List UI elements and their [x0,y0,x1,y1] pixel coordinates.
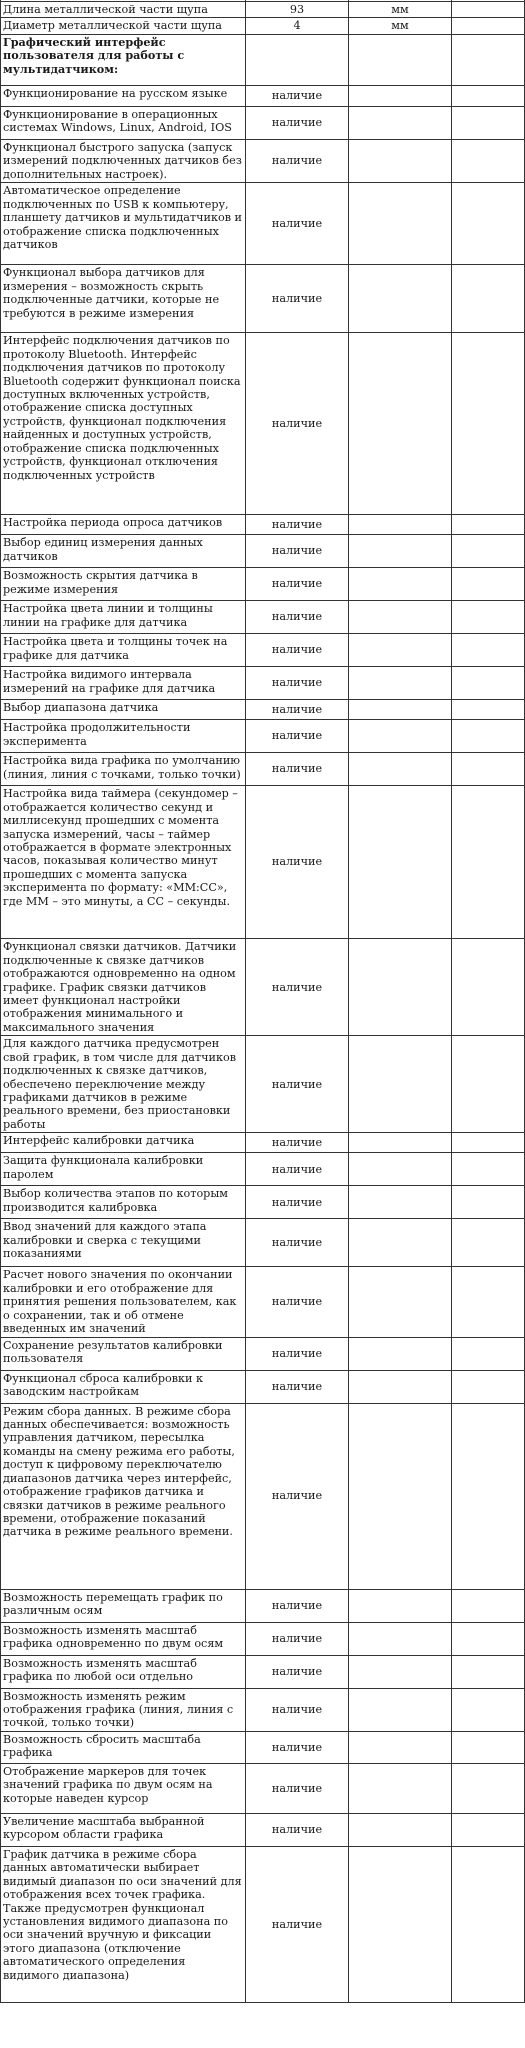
table-row [1,720,525,753]
feature-value: наличие [246,568,349,601]
feature-value: наличие [246,1153,349,1186]
feature-name: Ввод значений для каждого этапа калибровки и сверка с текущими показаниями [1,1219,246,1267]
table-row [1,1133,525,1153]
feature-value: наличие [246,333,349,515]
table-cell [452,1133,525,1153]
table-cell [452,34,525,85]
table-row [1,786,525,939]
table-cell [349,139,452,182]
table-cell [452,667,525,700]
table-cell [349,1153,452,1186]
feature-name: Выбор количества этапов по которым производится калибровка [1,1186,246,1219]
table-cell [452,700,525,720]
table-cell [349,1267,452,1337]
table-cell [452,1622,525,1655]
table-row [1,333,525,515]
table-cell [349,34,452,85]
table-cell [452,1403,525,1589]
table-cell [349,700,452,720]
feature-name: Возможность сбросить масштаба графика [1,1731,246,1763]
table-cell [349,634,452,667]
table-row [1,568,525,601]
parameter-unit: мм [349,18,452,34]
feature-value: наличие [246,601,349,634]
table-cell [452,2,525,18]
table-body [1,0,525,2002]
table-cell [349,333,452,515]
feature-value: наличие [246,85,349,106]
section-header: Графический интерфейс пользователя для работы с мультидатчиком: [1,34,246,85]
table-row [1,1622,525,1655]
table-cell [349,1763,452,1813]
feature-value: наличие [246,1589,349,1622]
table-cell [349,1036,452,1133]
table-row [1,183,525,265]
parameter-name: Диаметр металлической части щупа [1,18,246,34]
table-cell [349,183,452,265]
feature-name: График датчика в режиме сбора данных автоматически выбирает видимый диапазон по оси значений для отображения всех точек графика. Также предусмотрен функционал установления видимого диапазона по оси значений вручную и фиксации этого диапазона (отключение автоматического определения видимого диапазона) [1,1846,246,2002]
table-row [1,2,525,18]
table-cell [349,1846,452,2002]
table-cell [452,85,525,106]
table-cell [452,753,525,786]
section-header-row [1,34,525,85]
parameter-value: 4 [246,18,349,34]
table-cell [452,18,525,34]
feature-name: Возможность изменять масштаб графика одновременно по двум осям [1,1622,246,1655]
table-cell [349,265,452,333]
table-cell [452,939,525,1036]
feature-name: Защита функционала калибровки паролем [1,1153,246,1186]
table-cell [349,601,452,634]
feature-name: Выбор диапазона датчика [1,700,246,720]
table-cell [452,1219,525,1267]
table-cell [452,634,525,667]
feature-name: Настройка цвета линии и толщины линии на графике для датчика [1,601,246,634]
table-cell [349,106,452,139]
feature-name: Возможность изменять режим отображения графика (линия, линия с точкой, только точки) [1,1688,246,1731]
table-cell [452,333,525,515]
table-row [1,139,525,182]
table-cell [452,1731,525,1763]
table-cell [246,34,349,85]
table-cell [452,1036,525,1133]
table-cell [452,515,525,535]
table-cell [349,1186,452,1219]
feature-value: наличие [246,1133,349,1153]
feature-name: Выбор единиц измерения данных датчиков [1,535,246,568]
table-cell [349,1337,452,1370]
feature-value: наличие [246,753,349,786]
table-cell [452,1655,525,1688]
table-cell [349,85,452,106]
table-cell [452,183,525,265]
table-row [1,1655,525,1688]
table-row [1,1763,525,1813]
table-cell [349,1731,452,1763]
table-cell [452,139,525,182]
feature-value: наличие [246,1186,349,1219]
table-row [1,515,525,535]
feature-name: Возможность перемещать график по различным осям [1,1589,246,1622]
table-row [1,753,525,786]
feature-value: наличие [246,634,349,667]
feature-name: Настройка цвета и толщины точек на графике для датчика [1,634,246,667]
table-cell [349,1655,452,1688]
table-row [1,667,525,700]
feature-value: наличие [246,786,349,939]
table-row [1,1731,525,1763]
feature-name: Интерфейс калибровки датчика [1,1133,246,1153]
feature-value: наличие [246,535,349,568]
table-cell [452,1370,525,1403]
table-row [1,601,525,634]
table-cell [452,1153,525,1186]
table-row [1,1186,525,1219]
table-cell [452,1846,525,2002]
feature-value: наличие [246,1219,349,1267]
feature-value: наличие [246,265,349,333]
feature-name: Интерфейс подключения датчиков по протоколу Bluetooth. Интерфейс подключения датчиков по протоколу Bluetooth содержит функционал поиска доступных включенных устройств, отображение списка доступных устройств, функционал подключения найденных и доступных устройств, отображение списка подключенных устройств, функционал отключения подключенных устройств [1,333,246,515]
table-cell [349,1688,452,1731]
parameter-unit: мм [349,2,452,18]
parameter-value: 93 [246,2,349,18]
feature-value: наличие [246,1622,349,1655]
table-cell [349,1813,452,1846]
table-cell [349,1403,452,1589]
table-row [1,18,525,34]
feature-value: наличие [246,1731,349,1763]
table-cell [349,1622,452,1655]
table-cell [452,265,525,333]
table-cell [349,720,452,753]
feature-name: Для каждого датчика предусмотрен свой график, в том числе для датчиков подключенных к связке датчиков, обеспечено переключение между графиками датчиков в режиме реального времени, без приостановки работы [1,1036,246,1133]
table-cell [349,568,452,601]
feature-name: Настройка продолжительности эксперимента [1,720,246,753]
table-cell [349,1219,452,1267]
feature-name: Функционал быстрого запуска (запуск измерений подключенных датчиков без дополнительных настроек). [1,139,246,182]
table-cell [349,1589,452,1622]
table-cell [349,667,452,700]
table-row [1,1219,525,1267]
table-row [1,1153,525,1186]
feature-name: Отображение маркеров для точек значений графика по двум осям на которые наведен курсор [1,1763,246,1813]
feature-name: Функционирование в операционных системах Windows, Linux, Android, IOS [1,106,246,139]
table-cell [452,1589,525,1622]
table-cell [452,1267,525,1337]
table-row [1,634,525,667]
feature-name: Функционал сброса калибровки к заводским настройкам [1,1370,246,1403]
feature-name: Расчет нового значения по окончании калибровки и его отображение для принятия решения пользователем, как о сохранении, так и об отмене введенных им значений [1,1267,246,1337]
table-cell [349,939,452,1036]
parameter-name: Длина металлической части щупа [1,2,246,18]
feature-value: наличие [246,700,349,720]
feature-name: Автоматическое определение подключенных по USB к компьютеру, планшету датчиков и мультидатчиков и отображение списка подключенных датчиков [1,183,246,265]
table-cell [349,786,452,939]
table-row [1,1337,525,1370]
table-row [1,1403,525,1589]
table-cell [452,601,525,634]
feature-value: наличие [246,1688,349,1731]
table-row [1,1813,525,1846]
feature-name: Настройка видимого интервала измерений на графике для датчика [1,667,246,700]
feature-value: наличие [246,515,349,535]
table-cell [452,1337,525,1370]
table-row [1,106,525,139]
table-cell [349,535,452,568]
feature-value: наличие [246,1846,349,2002]
table-row [1,1688,525,1731]
feature-value: наличие [246,106,349,139]
table-cell [452,535,525,568]
table-row [1,1036,525,1133]
feature-value: наличие [246,1763,349,1813]
table-cell [452,1186,525,1219]
table-row [1,1267,525,1337]
feature-value: наличие [246,1403,349,1589]
feature-value: наличие [246,1267,349,1337]
table-row [1,535,525,568]
feature-value: наличие [246,720,349,753]
feature-name: Возможность изменять масштаб графика по любой оси отдельно [1,1655,246,1688]
feature-name: Функционал выбора датчиков для измерения – возможность скрыть подключенные датчики, которые не требуются в режиме измерения [1,265,246,333]
table-cell [452,1763,525,1813]
table-cell [349,1370,452,1403]
table-row [1,700,525,720]
table-cell [452,786,525,939]
table-cell [452,720,525,753]
feature-name: Настройка периода опроса датчиков [1,515,246,535]
table-row [1,1589,525,1622]
feature-name: Функционирование на русском языке [1,85,246,106]
feature-value: наличие [246,1655,349,1688]
feature-value: наличие [246,1813,349,1846]
table-cell [349,515,452,535]
table-cell [349,753,452,786]
feature-name: Настройка вида таймера (секундомер – отображается количество секунд и миллисекунд прошедших с момента запуска измерений, часы – таймер отображается в формате электронных часов, показывая количество минут прошедших с момента запуска эксперимента по формату: «ММ:СС», где ММ – это минуты, а СС – секунды. [1,786,246,939]
table-row [1,265,525,333]
feature-value: наличие [246,1036,349,1133]
feature-value: наличие [246,939,349,1036]
table-row [1,939,525,1036]
table-row [1,1846,525,2002]
feature-name: Режим сбора данных. В режиме сбора данных обеспечивается: возможность управления датчиком, пересылка команды на смену режима его работы, доступ к цифровому переключателю диапазонов датчика через интерфейс, отображение графиков датчика и связки датчиков в режиме реального времени, отображение показаний датчика в режиме реального времени. [1,1403,246,1589]
feature-name: Функционал связки датчиков. Датчики подключенные к связке датчиков отображаются одновременно на одном графике. График связки датчиков имеет функционал настройки отображения минимального и максимального значения [1,939,246,1036]
table-row [1,85,525,106]
table-cell [349,1133,452,1153]
feature-value: наличие [246,139,349,182]
feature-name: Увеличение масштаба выбранной курсором области графика [1,1813,246,1846]
feature-value: наличие [246,1370,349,1403]
table-row [1,1370,525,1403]
feature-name: Возможность скрытия датчика в режиме измерения [1,568,246,601]
table-cell [452,1813,525,1846]
table-cell [452,1688,525,1731]
table-cell [452,106,525,139]
table-cell [452,568,525,601]
feature-value: наличие [246,1337,349,1370]
feature-name: Сохранение результатов калибровки пользователя [1,1337,246,1370]
feature-value: наличие [246,667,349,700]
feature-name: Настройка вида графика по умолчанию (линия, линия с точками, только точки) [1,753,246,786]
feature-value: наличие [246,183,349,265]
